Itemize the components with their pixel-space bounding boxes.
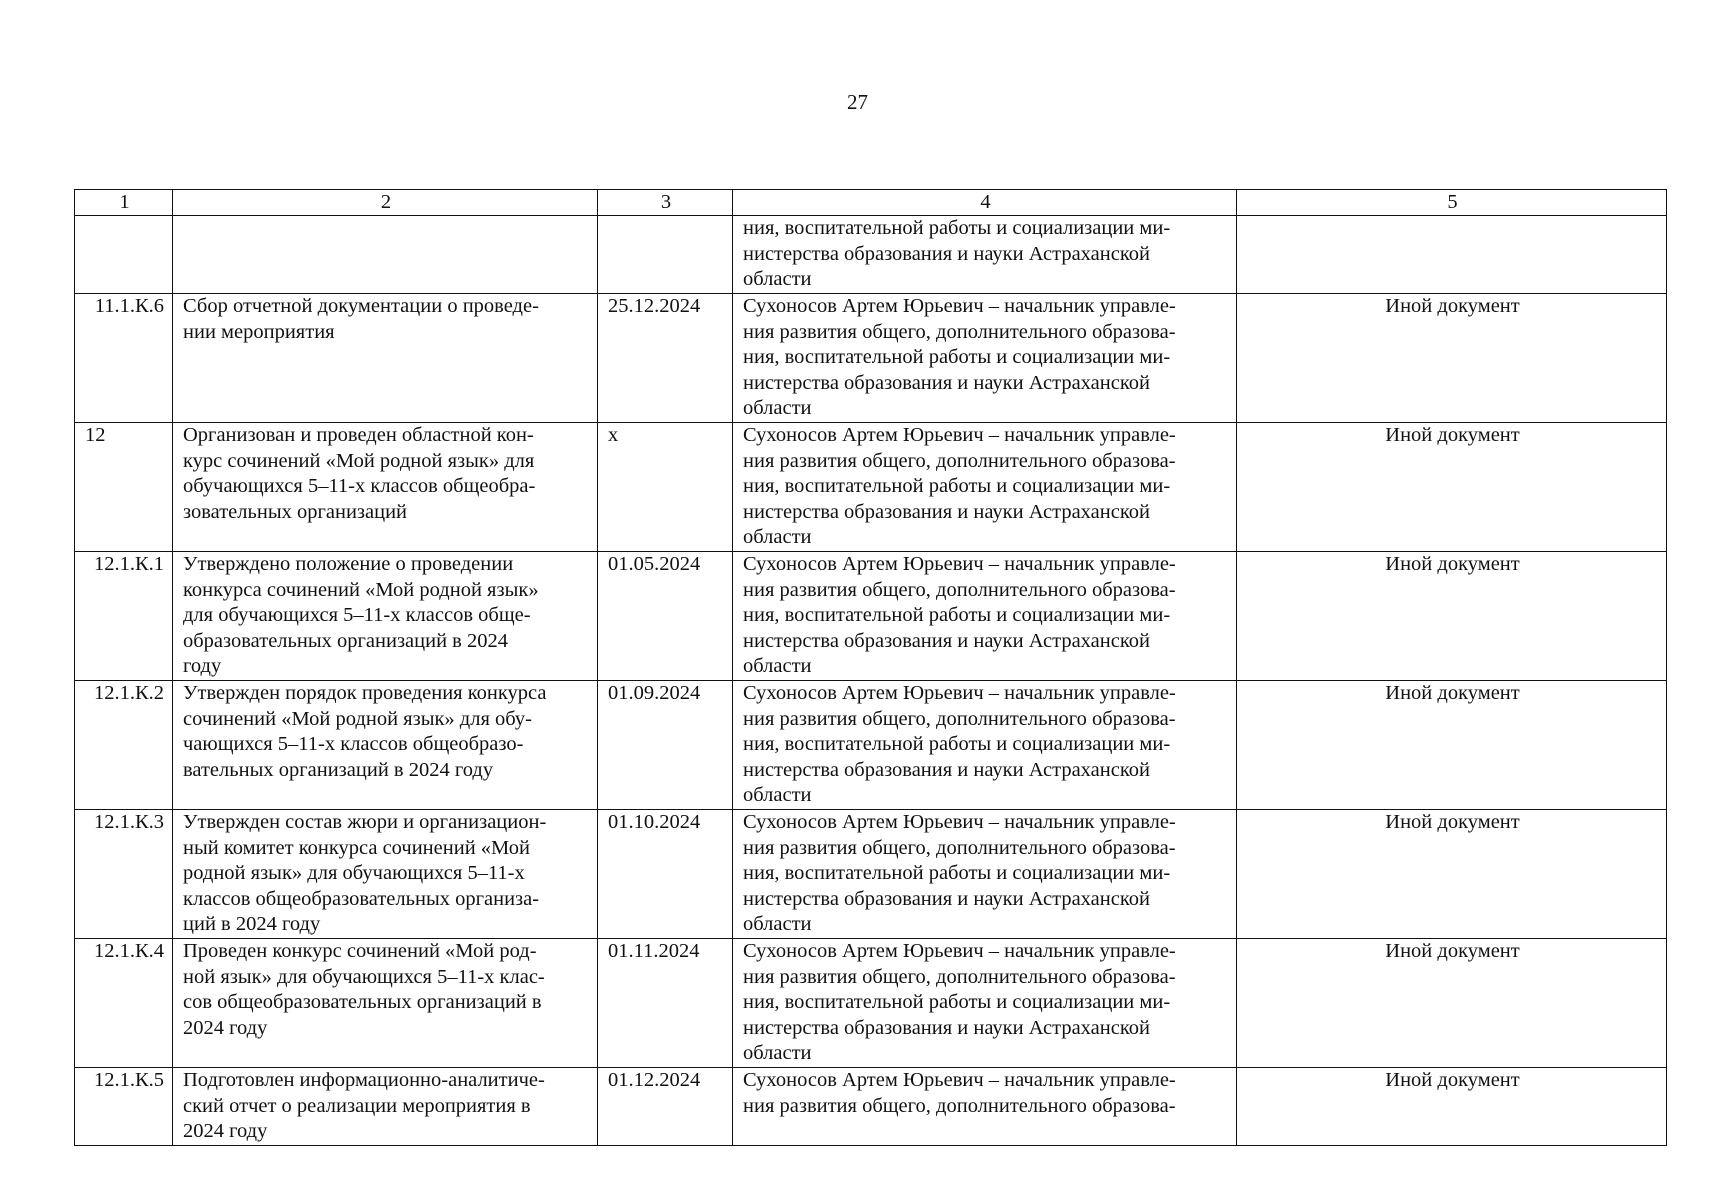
- text-line: нистерства образования и науки Астраханской: [743, 629, 1150, 652]
- text-line: образовательных организаций в 2024: [183, 629, 508, 652]
- text-line: ния развития общего, дополнительного образова-: [743, 965, 1176, 988]
- text-line: Организован и проведен областной кон-: [183, 424, 534, 446]
- text-line: нистерства образования и науки Астраханской: [743, 887, 1150, 910]
- cell-document: Иной документ: [1237, 552, 1667, 681]
- table-body: [75, 190, 1667, 1146]
- cell-date: [598, 216, 733, 294]
- cell-num: 12.1.К.5: [75, 1068, 173, 1146]
- text-line: ния развития общего, дополнительного образова-: [743, 578, 1176, 601]
- text-line: нистерства образования и науки Астраханской: [743, 500, 1150, 523]
- text-line: ния развития общего, дополнительного образова-: [743, 449, 1176, 472]
- table-row: [75, 1068, 1667, 1146]
- text-line: Подготовлен информационно-аналитиче-: [183, 1069, 545, 1091]
- text-line: Сухоносов Артем Юрьевич – начальник управле-: [743, 553, 1176, 575]
- text-line: нии мероприятия: [183, 320, 335, 343]
- text-line: ния, воспитательной работы и социализации ми-: [743, 346, 1171, 368]
- text-line: ния развития общего, дополнительного образова-: [743, 707, 1176, 730]
- text-line: области: [743, 526, 812, 548]
- text-line: Сбор отчетной документации о проведе-: [183, 295, 539, 317]
- text-line: сов общеобразовательных организаций в: [183, 991, 542, 1013]
- continuation-row: [75, 216, 1667, 294]
- table-row: [75, 681, 1667, 810]
- table-row: [75, 552, 1667, 681]
- text-line: Сухоносов Артем Юрьевич – начальник управле-: [743, 295, 1176, 317]
- text-line: родной язык» для обучающихся 5–11-х: [183, 862, 525, 884]
- cell-date: х: [598, 423, 733, 552]
- cell-responsible: [733, 681, 1237, 810]
- column-number-4: 4: [733, 190, 1237, 216]
- text-line: нистерства образования и науки Астраханской: [743, 758, 1150, 781]
- cell-desc: [173, 810, 598, 939]
- text-line: Сухоносов Артем Юрьевич – начальник управле-: [743, 940, 1176, 962]
- text-line: ский отчет о реализации мероприятия в: [183, 1094, 531, 1117]
- page-number: 27: [847, 90, 868, 114]
- column-number-1: 1: [75, 190, 173, 216]
- text-line: Утвержден порядок проведения конкурса: [183, 682, 547, 704]
- table-row: [75, 294, 1667, 423]
- text-line: нистерства образования и науки Астраханской: [743, 1016, 1150, 1039]
- text-line: области: [743, 655, 812, 677]
- text-line: вательных организаций в 2024 году: [183, 758, 494, 781]
- cell-document: Иной документ: [1237, 681, 1667, 810]
- text-line: области: [743, 1042, 812, 1064]
- text-line: Утверждено положение о проведении: [183, 553, 514, 575]
- cell-responsible: [733, 423, 1237, 552]
- text-line: Сухоносов Артем Юрьевич – начальник управле-: [743, 682, 1176, 704]
- cell-num: [75, 216, 173, 294]
- cell-document: Иной документ: [1237, 1068, 1667, 1146]
- text-line: Утвержден состав жюри и организацион-: [183, 811, 547, 833]
- cell-document: Иной документ: [1237, 294, 1667, 423]
- cell-num: 12: [75, 423, 173, 552]
- text-line: классов общеобразовательных организа-: [183, 887, 540, 910]
- cell-desc: [173, 216, 598, 294]
- text-line: ния развития общего, дополнительного образова-: [743, 320, 1176, 343]
- text-line: области: [743, 397, 812, 419]
- text-line: для обучающихся 5–11-х классов обще-: [183, 604, 531, 626]
- text-line: ния развития общего, дополнительного образова-: [743, 1094, 1176, 1117]
- text-line: ния, воспитательной работы и социализации ми-: [743, 991, 1171, 1013]
- cell-document: Иной документ: [1237, 423, 1667, 552]
- cell-responsible: [733, 216, 1237, 294]
- text-line: ций в 2024 году: [183, 913, 321, 935]
- text-line: ния развития общего, дополнительного образова-: [743, 836, 1176, 859]
- text-line: ния, воспитательной работы и социализации ми-: [743, 862, 1171, 884]
- cell-desc: [173, 552, 598, 681]
- text-line: нистерства образования и науки Астраханской: [743, 242, 1150, 265]
- cell-document: Иной документ: [1237, 939, 1667, 1068]
- text-line: области: [743, 268, 812, 290]
- cell-document: Иной документ: [1237, 810, 1667, 939]
- column-number-3: 3: [598, 190, 733, 216]
- cell-num: 12.1.К.3: [75, 810, 173, 939]
- cell-date: 01.09.2024: [598, 681, 733, 810]
- text-line: области: [743, 784, 812, 806]
- text-line: зовательных организаций: [183, 500, 408, 523]
- text-line: 2024 году: [183, 1120, 268, 1142]
- cell-num: 12.1.К.2: [75, 681, 173, 810]
- cell-responsible: [733, 1068, 1237, 1146]
- plan-table: [74, 189, 1667, 1146]
- cell-num: 12.1.К.4: [75, 939, 173, 1068]
- cell-desc: [173, 939, 598, 1068]
- cell-responsible: [733, 939, 1237, 1068]
- cell-responsible: [733, 294, 1237, 423]
- cell-desc: [173, 294, 598, 423]
- text-line: ния, воспитательной работы и социализации ми-: [743, 733, 1171, 755]
- text-line: 2024 году: [183, 1016, 268, 1039]
- text-line: Сухоносов Артем Юрьевич – начальник управле-: [743, 811, 1176, 833]
- text-line: конкурса сочинений «Мой родной язык»: [183, 578, 539, 601]
- text-line: ной язык» для обучающихся 5–11-х клас-: [183, 965, 545, 988]
- text-line: ния, воспитательной работы и социализации ми-: [743, 604, 1171, 626]
- text-line: курс сочинений «Мой родной язык» для: [183, 449, 535, 472]
- cell-date: 01.12.2024: [598, 1068, 733, 1146]
- text-line: Сухоносов Артем Юрьевич – начальник управле-: [743, 1069, 1176, 1091]
- cell-date: 01.11.2024: [598, 939, 733, 1068]
- cell-responsible: [733, 810, 1237, 939]
- column-number-2: 2: [173, 190, 598, 216]
- text-line: Сухоносов Артем Юрьевич – начальник управле-: [743, 424, 1176, 446]
- cell-document: [1237, 216, 1667, 294]
- text-line: ный комитет конкурса сочинений «Мой: [183, 836, 530, 859]
- text-line: обучающихся 5–11-х классов общеобра-: [183, 475, 536, 497]
- table-row: [75, 810, 1667, 939]
- cell-date: 25.12.2024: [598, 294, 733, 423]
- cell-responsible: [733, 552, 1237, 681]
- column-number-header-row: [75, 190, 1667, 216]
- text-line: области: [743, 913, 812, 935]
- column-number-5: 5: [1237, 190, 1667, 216]
- table-row: [75, 423, 1667, 552]
- table-row: [75, 939, 1667, 1068]
- cell-desc: [173, 1068, 598, 1146]
- text-line: году: [183, 655, 222, 677]
- cell-date: 01.05.2024: [598, 552, 733, 681]
- text-line: ния, воспитательной работы и социализации ми-: [743, 475, 1171, 497]
- text-line: нистерства образования и науки Астраханской: [743, 371, 1150, 394]
- cell-num: 11.1.К.6: [75, 294, 173, 423]
- cell-desc: [173, 423, 598, 552]
- cell-num: 12.1.К.1: [75, 552, 173, 681]
- text-line: ния, воспитательной работы и социализации ми-: [743, 217, 1171, 239]
- text-line: сочинений «Мой родной язык» для обу-: [183, 707, 533, 730]
- cell-date: 01.10.2024: [598, 810, 733, 939]
- text-line: чающихся 5–11-х классов общеобразо-: [183, 733, 524, 755]
- text-line: Проведен конкурс сочинений «Мой род-: [183, 940, 537, 962]
- cell-desc: [173, 681, 598, 810]
